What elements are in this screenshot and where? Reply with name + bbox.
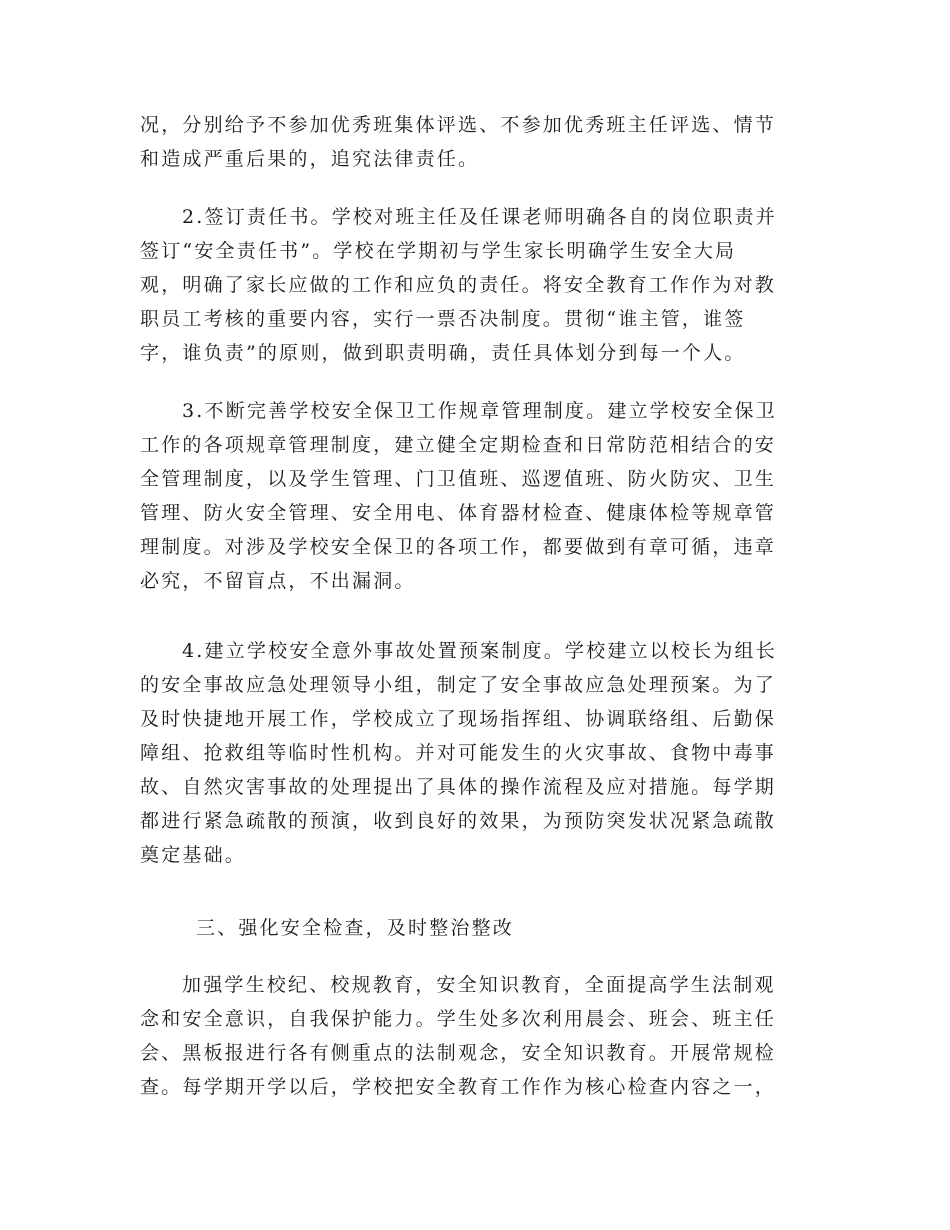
text-line: 必究，不留盲点，不出漏洞。 <box>140 570 416 592</box>
text-line: 职员工考核的重要内容，实行一票否决制度。贯彻“谁主管，谁签 <box>140 308 746 330</box>
paragraph-item-3 <box>140 394 810 598</box>
text-line: 况，分别给予不参加优秀班集体评选、不参加优秀班主任评选、情节 <box>140 114 777 136</box>
text-line: 的安全事故应急处理领导小组，制定了安全事故应急处理预案。为了 <box>140 674 777 696</box>
text-line: 故、自然灾害事故的处理提出了具体的操作流程及应对措施。每学期 <box>140 776 777 798</box>
text-line: 观，明确了家长应做的工作和应负的责任。将安全教育工作作为对教 <box>140 274 777 296</box>
text-line: 管理、防火安全管理、安全用电、体育器材检查、健康体检等规章管 <box>140 502 777 524</box>
paragraph-item-2 <box>140 200 810 370</box>
text-line: 奠定基础。 <box>140 844 247 866</box>
text-line: 签订“安全责任书”。学校在学期初与学生家长明确学生安全大局 <box>140 240 737 262</box>
text-line: 都进行紧急疏散的预演，收到良好的效果，为预防突发状况紧急疏散 <box>140 810 777 832</box>
text-line: 工作的各项规章管理制度，建立健全定期检查和日常防范相结合的安 <box>140 434 777 456</box>
text-line: 障组、抢救组等临时性机构。并对可能发生的火灾事故、食物中毒事 <box>140 742 777 764</box>
text-line: 字，谁负责”的原则，做到职责明确，责任具体划分到每一个人。 <box>140 342 746 364</box>
text-line: 会、黑板报进行各有侧重点的法制观念，安全知识教育。开展常规检 <box>140 1042 777 1064</box>
text-line: 3.不断完善学校安全保卫工作规章管理制度。建立学校安全保卫 <box>182 400 777 422</box>
section-heading: 三、强化安全检查，及时整治整改 <box>196 917 515 939</box>
text-line: 和造成严重后果的，追究法律责任。 <box>140 148 480 170</box>
text-line: 2.签订责任书。学校对班主任及任课老师明确各自的岗位职责并 <box>182 206 777 228</box>
paragraph-safety-education <box>140 968 810 1104</box>
text-line: 查。每学期开学以后，学校把安全教育工作作为核心检查内容之一， <box>140 1076 777 1098</box>
text-line: 理制度。对涉及学校安全保卫的各项工作，都要做到有章可循，违章 <box>140 536 777 558</box>
text-line: 4.建立学校安全意外事故处置预案制度。学校建立以校长为组长 <box>182 640 777 662</box>
text-line: 加强学生校纪、校规教育，安全知识教育，全面提高学生法制观 <box>182 974 776 996</box>
paragraph-item-4 <box>140 634 810 872</box>
text-line: 及时快捷地开展工作，学校成立了现场指挥组、协调联络组、后勤保 <box>140 708 777 730</box>
text-line: 全管理制度，以及学生管理、门卫值班、巡逻值班、防火防灾、卫生 <box>140 468 777 490</box>
text-line: 念和安全意识，自我保护能力。学生处多次利用晨会、班会、班主任 <box>140 1008 777 1030</box>
paragraph-continuation <box>140 108 810 176</box>
